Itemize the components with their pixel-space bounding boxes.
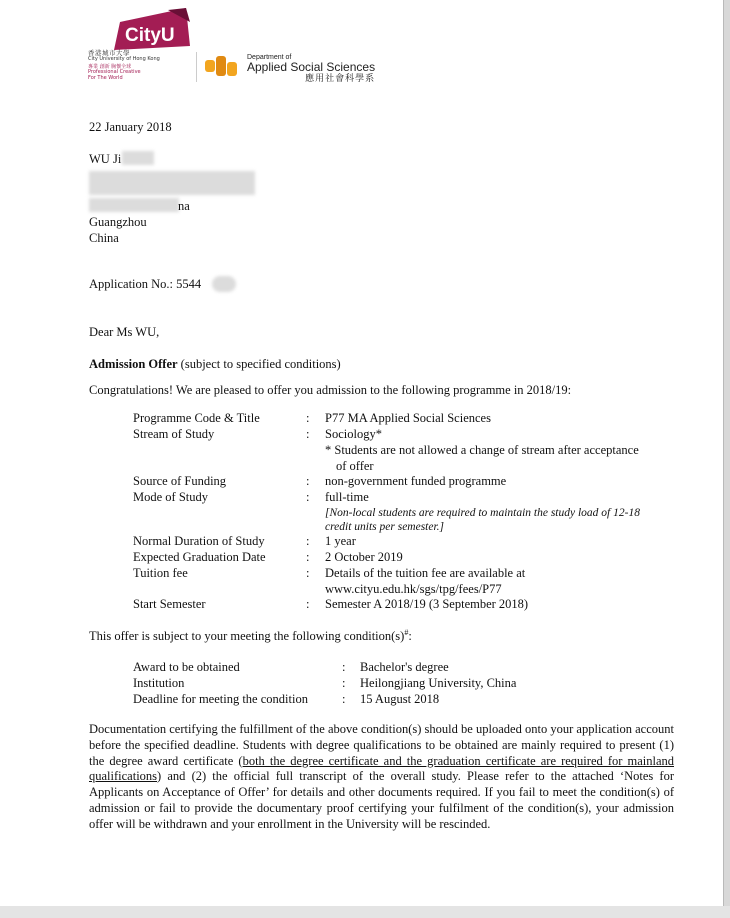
address-country: China xyxy=(89,231,119,245)
award-value: Bachelor's degree xyxy=(360,660,449,674)
salutation: Dear Ms WU, xyxy=(89,325,160,339)
cityu-name-en: City University of Hong Kong xyxy=(88,56,160,63)
department-name-block xyxy=(247,54,375,83)
stream-note-1: * Students are not allowed a change of stream after acceptance xyxy=(325,443,639,457)
department-name-cn: 應用社會科學系 xyxy=(305,72,376,83)
intro-line: Congratulations! We are pleased to offer you admission to the following programme in 2018/19: xyxy=(89,383,572,397)
institution-value: Heilongjiang University, China xyxy=(360,676,517,690)
header-divider xyxy=(196,52,197,82)
redaction-address xyxy=(89,171,255,195)
stream-note-2: of offer xyxy=(336,459,374,473)
redaction-application-no xyxy=(212,276,236,292)
start-label: Start Semester xyxy=(133,597,206,611)
colon: : xyxy=(306,474,310,488)
cityu-name-cn: 香港城市大學 xyxy=(88,49,130,57)
colon: : xyxy=(306,534,310,548)
application-number: Application No.: 5544 xyxy=(89,277,202,291)
colon: : xyxy=(306,597,310,611)
colon: : xyxy=(342,692,346,706)
colon: : xyxy=(306,550,310,564)
cityu-slogan xyxy=(88,65,160,82)
cityu-slogan-cn: 專業 創新 胸懷全球 xyxy=(88,63,132,70)
duration-value: 1 year xyxy=(325,534,356,548)
recipient-name: WU Ji xyxy=(89,152,122,166)
documentation-paragraph xyxy=(89,722,674,833)
department-logo-icon xyxy=(205,56,239,78)
documentation-part-1: Documentation certifying the fulfillment of the above condition(s) should be uploaded onto your application account before the specified deadline. Students with degree qualifications to be obtained are mainly required to present (1) the degree award certificate ( xyxy=(89,722,674,768)
stream-value: Sociology* xyxy=(325,427,382,441)
colon: : xyxy=(342,660,346,674)
conditions-intro-end: : xyxy=(408,629,412,643)
cityu-logo-word: CityU xyxy=(125,25,175,46)
subject-bold: Admission Offer xyxy=(89,357,178,371)
colon: : xyxy=(306,490,310,504)
redaction-name xyxy=(122,151,154,165)
graduation-value: 2 October 2019 xyxy=(325,550,403,564)
conditions-intro xyxy=(89,628,412,644)
stream-label: Stream of Study xyxy=(133,427,215,441)
programme-code-label: Programme Code & Title xyxy=(133,411,260,425)
colon: : xyxy=(306,566,310,580)
mode-value: full-time xyxy=(325,490,369,504)
conditions-intro-sup: # xyxy=(404,627,409,637)
department-prefix: Department of xyxy=(247,54,292,61)
subject-rest: (subject to specified conditions) xyxy=(177,357,341,371)
colon: : xyxy=(342,676,346,690)
funding-value: non-government funded programme xyxy=(325,474,507,488)
tuition-value-1: Details of the tuition fee are available at xyxy=(325,566,526,580)
documentation-part-3: ) and (2) the official full transcript of the overall study. Please refer to the attached ‘Notes for Applicants on Acceptance of Offer’ for details and other documents required. If you fail to meet the condition(s) of admission or fail to provide the documentary proof certifying your fulfilment of the condition(s), your admission offer will be withdrawn and your enrollment in the University will be rescinded. xyxy=(89,769,674,831)
address-fragment: na xyxy=(178,199,190,213)
redaction-address-2 xyxy=(89,198,179,212)
funding-label: Source of Funding xyxy=(133,474,227,488)
colon: : xyxy=(306,411,310,425)
start-value: Semester A 2018/19 (3 September 2018) xyxy=(325,597,529,611)
cityu-logo xyxy=(88,8,192,86)
department-logo xyxy=(205,54,385,84)
mode-note-2: credit units per semester.] xyxy=(325,521,445,533)
address-city: Guangzhou xyxy=(89,215,147,229)
department-name: Applied Social Sciences xyxy=(247,60,376,75)
programme-code-value: P77 MA Applied Social Sciences xyxy=(325,411,491,425)
cityu-name-block xyxy=(88,50,160,81)
cityu-slogan-en-1: Professional Creative xyxy=(88,69,141,76)
tuition-label: Tuition fee xyxy=(133,566,188,580)
institution-label: Institution xyxy=(133,676,185,690)
subject-line xyxy=(89,356,341,372)
page-edge xyxy=(724,0,730,918)
tuition-url: www.cityu.edu.hk/sgs/tpg/fees/P77 xyxy=(325,582,502,596)
cityu-slogan-en-2: For The World xyxy=(88,74,123,81)
page-bottom-edge xyxy=(0,906,730,918)
award-label: Award to be obtained xyxy=(133,660,240,674)
graduation-label: Expected Graduation Date xyxy=(133,550,266,564)
cityu-logo-mark xyxy=(108,8,190,50)
conditions-intro-text: This offer is subject to your meeting the following condition(s) xyxy=(89,629,405,643)
page-border xyxy=(723,0,724,906)
deadline-value: 15 August 2018 xyxy=(360,692,440,706)
mode-label: Mode of Study xyxy=(133,490,208,504)
duration-label: Normal Duration of Study xyxy=(133,534,265,548)
deadline-label: Deadline for meeting the condition xyxy=(133,692,308,706)
letter-date: 22 January 2018 xyxy=(89,120,172,134)
colon: : xyxy=(306,427,310,441)
mode-note-1: [Non-local students are required to maintain the study load of 12-18 xyxy=(325,507,640,519)
documentation-underlined: both the degree certificate and the graduation certificate are required for mainland qualifications xyxy=(89,753,674,784)
